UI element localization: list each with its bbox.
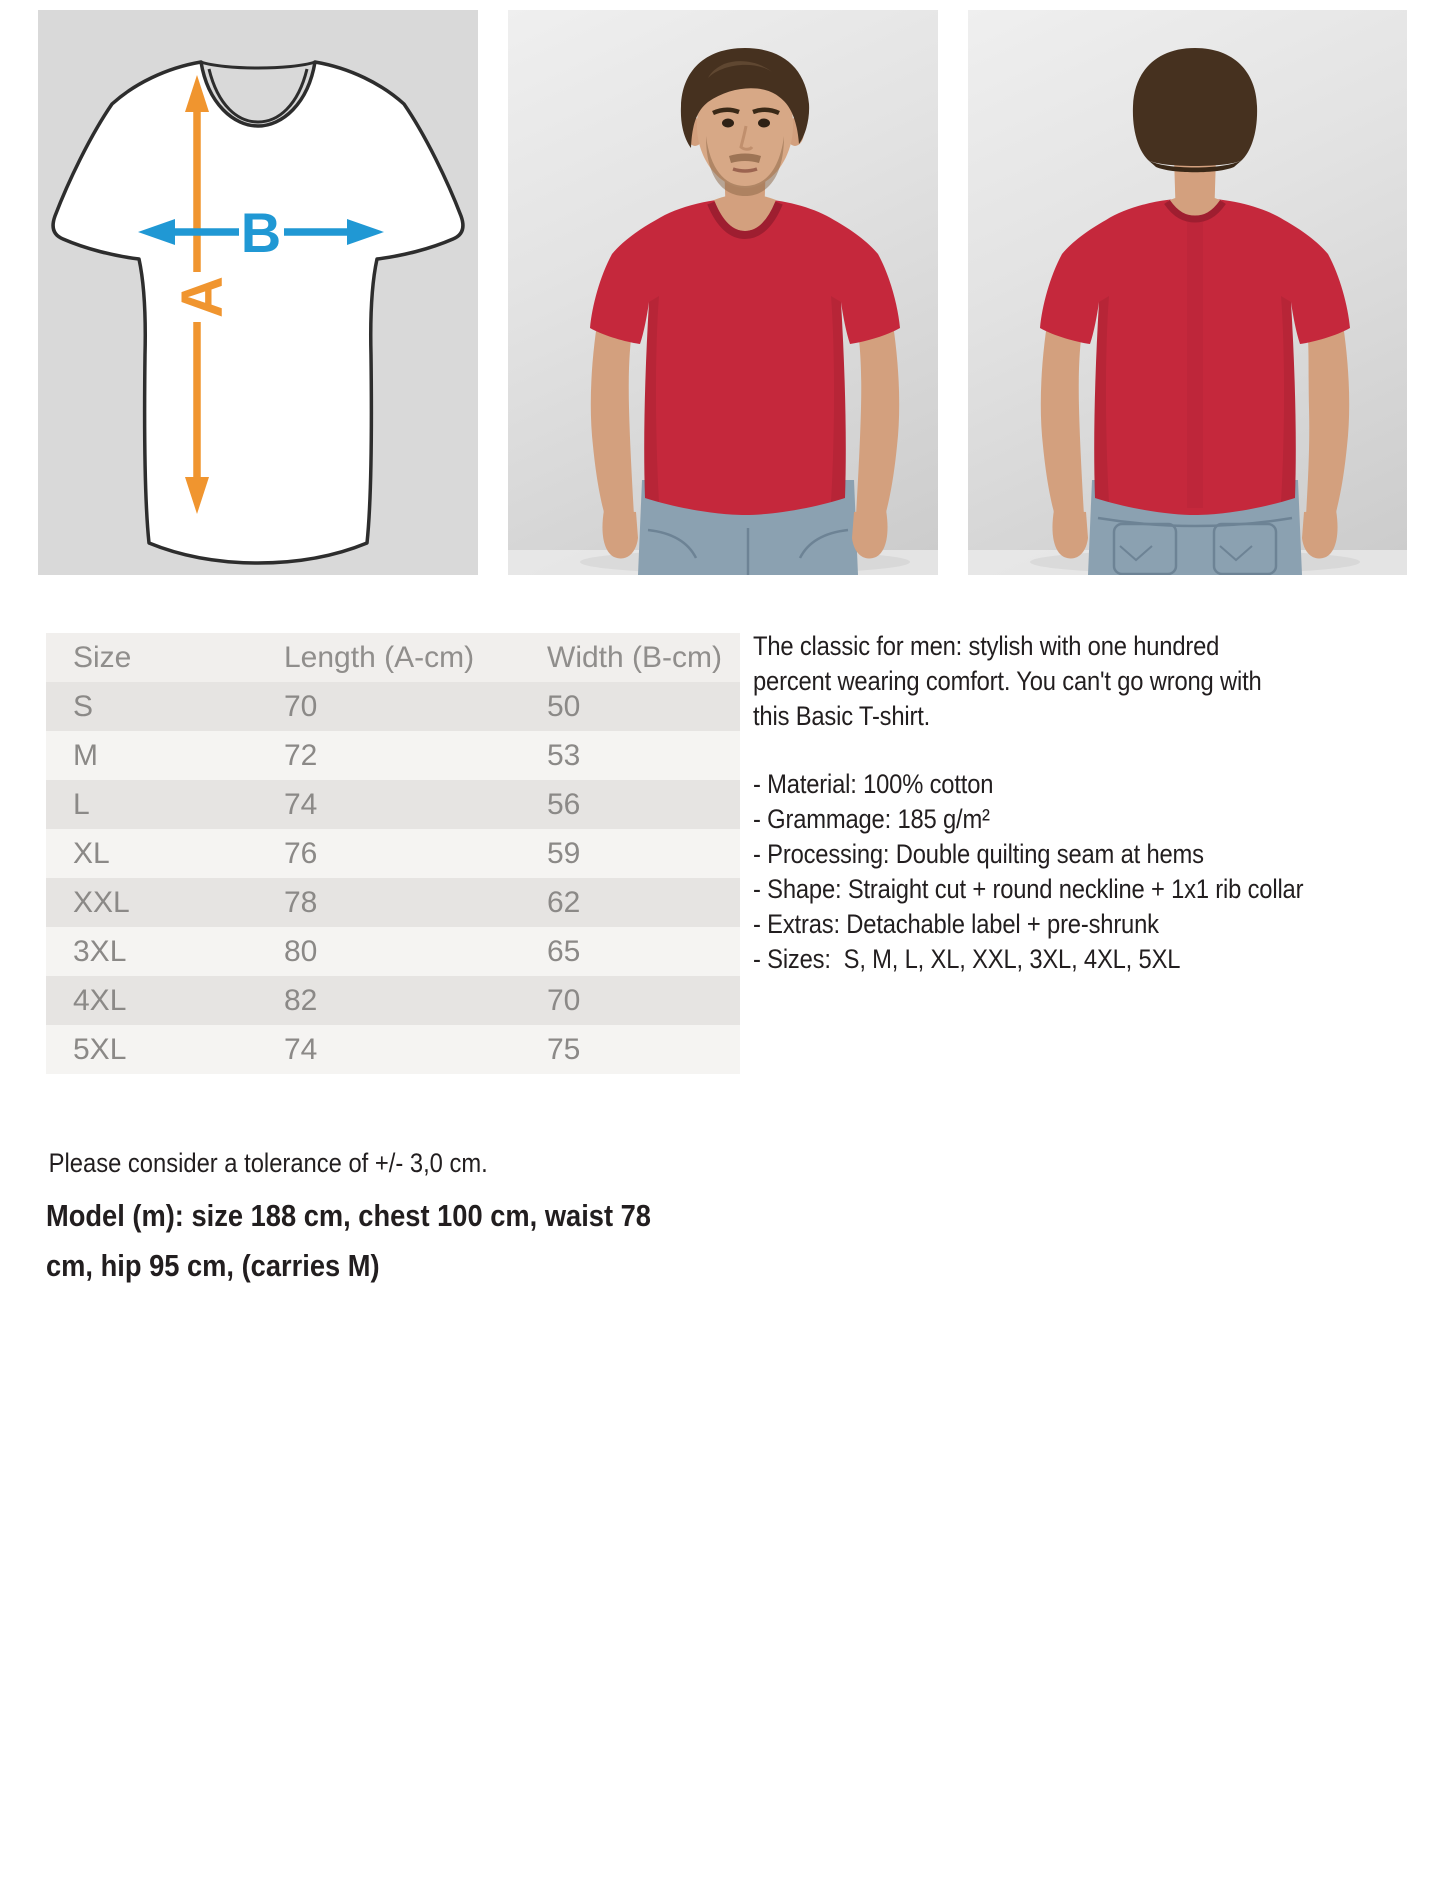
description-intro bbox=[753, 629, 1422, 734]
length-cell: 78 bbox=[284, 878, 547, 927]
size-cell: S bbox=[46, 682, 284, 731]
front-head bbox=[681, 48, 809, 196]
back-photo-illustration bbox=[968, 10, 1407, 575]
size-cell: XXL bbox=[46, 878, 284, 927]
product-description bbox=[753, 629, 1422, 977]
width-cell: 50 bbox=[547, 682, 740, 731]
notes bbox=[46, 1147, 662, 1291]
back-hair bbox=[1133, 48, 1257, 166]
column-header-length: Length (A-cm) bbox=[284, 633, 547, 682]
description-bullets bbox=[753, 767, 1422, 977]
column-header-size: Size bbox=[46, 633, 284, 682]
width-cell: 62 bbox=[547, 878, 740, 927]
front-photo-panel bbox=[508, 10, 938, 575]
size-table bbox=[46, 633, 740, 1074]
length-cell: 74 bbox=[284, 780, 547, 829]
length-cell: 76 bbox=[284, 829, 547, 878]
table-row bbox=[46, 976, 740, 1025]
model-note bbox=[46, 1191, 662, 1291]
back-photo-panel bbox=[968, 10, 1407, 575]
tshirt-measurement-diagram bbox=[38, 10, 478, 575]
width-cell: 75 bbox=[547, 1025, 740, 1074]
width-cell: 53 bbox=[547, 731, 740, 780]
width-cell: 65 bbox=[547, 927, 740, 976]
back-head bbox=[1133, 48, 1257, 172]
table-header-row bbox=[46, 633, 740, 682]
model-note-line: Model (m): size 188 cm, chest 100 cm, waist 78 bbox=[46, 1198, 651, 1233]
table-row bbox=[46, 829, 740, 878]
width-cell: 56 bbox=[547, 780, 740, 829]
intro-line: percent wearing comfort. You can't go wrong with bbox=[753, 666, 1262, 696]
width-cell: 59 bbox=[547, 829, 740, 878]
diagram-panel bbox=[38, 10, 478, 575]
length-cell: 74 bbox=[284, 1025, 547, 1074]
tshirt-outline bbox=[53, 62, 463, 563]
intro-line: this Basic T-shirt. bbox=[753, 701, 931, 731]
table-row bbox=[46, 682, 740, 731]
length-cell: 82 bbox=[284, 976, 547, 1025]
intro-line: The classic for men: stylish with one hundred bbox=[753, 631, 1220, 661]
bullet-grammage: - Grammage: 185 g/m² bbox=[753, 804, 990, 834]
size-cell: L bbox=[46, 780, 284, 829]
length-cell: 80 bbox=[284, 927, 547, 976]
tolerance-note: Please consider a tolerance of +/- 3,0 cm. bbox=[48, 1148, 488, 1178]
bullet-extras: - Extras: Detachable label + pre-shrunk bbox=[753, 909, 1159, 939]
size-cell: XL bbox=[46, 829, 284, 878]
size-cell: 3XL bbox=[46, 927, 284, 976]
bullet-material: - Material: 100% cotton bbox=[753, 769, 994, 799]
length-cell: 70 bbox=[284, 682, 547, 731]
bullet-sizes: - Sizes: S, M, L, XL, XXL, 3XL, 4XL, 5XL bbox=[753, 944, 1181, 974]
bullet-shape: - Shape: Straight cut + round neckline + 1x1 rib collar bbox=[753, 874, 1304, 904]
front-tshirt bbox=[590, 194, 900, 515]
size-cell: M bbox=[46, 731, 284, 780]
column-header-width: Width (B-cm) bbox=[547, 633, 740, 682]
width-cell: 70 bbox=[547, 976, 740, 1025]
size-cell: 4XL bbox=[46, 976, 284, 1025]
bullet-processing: - Processing: Double quilting seam at hems bbox=[753, 839, 1204, 869]
table-row bbox=[46, 731, 740, 780]
table-row bbox=[46, 1025, 740, 1074]
length-label-a: A bbox=[169, 276, 235, 318]
table-row bbox=[46, 878, 740, 927]
model-note-line: cm, hip 95 cm, (carries M) bbox=[46, 1248, 380, 1283]
size-cell: 5XL bbox=[46, 1025, 284, 1074]
collar-back-line bbox=[201, 62, 315, 68]
back-tshirt bbox=[1040, 195, 1350, 515]
table-row bbox=[46, 780, 740, 829]
front-photo-illustration bbox=[508, 10, 938, 575]
length-cell: 72 bbox=[284, 731, 547, 780]
width-label-b: B bbox=[240, 201, 282, 265]
table-row bbox=[46, 927, 740, 976]
